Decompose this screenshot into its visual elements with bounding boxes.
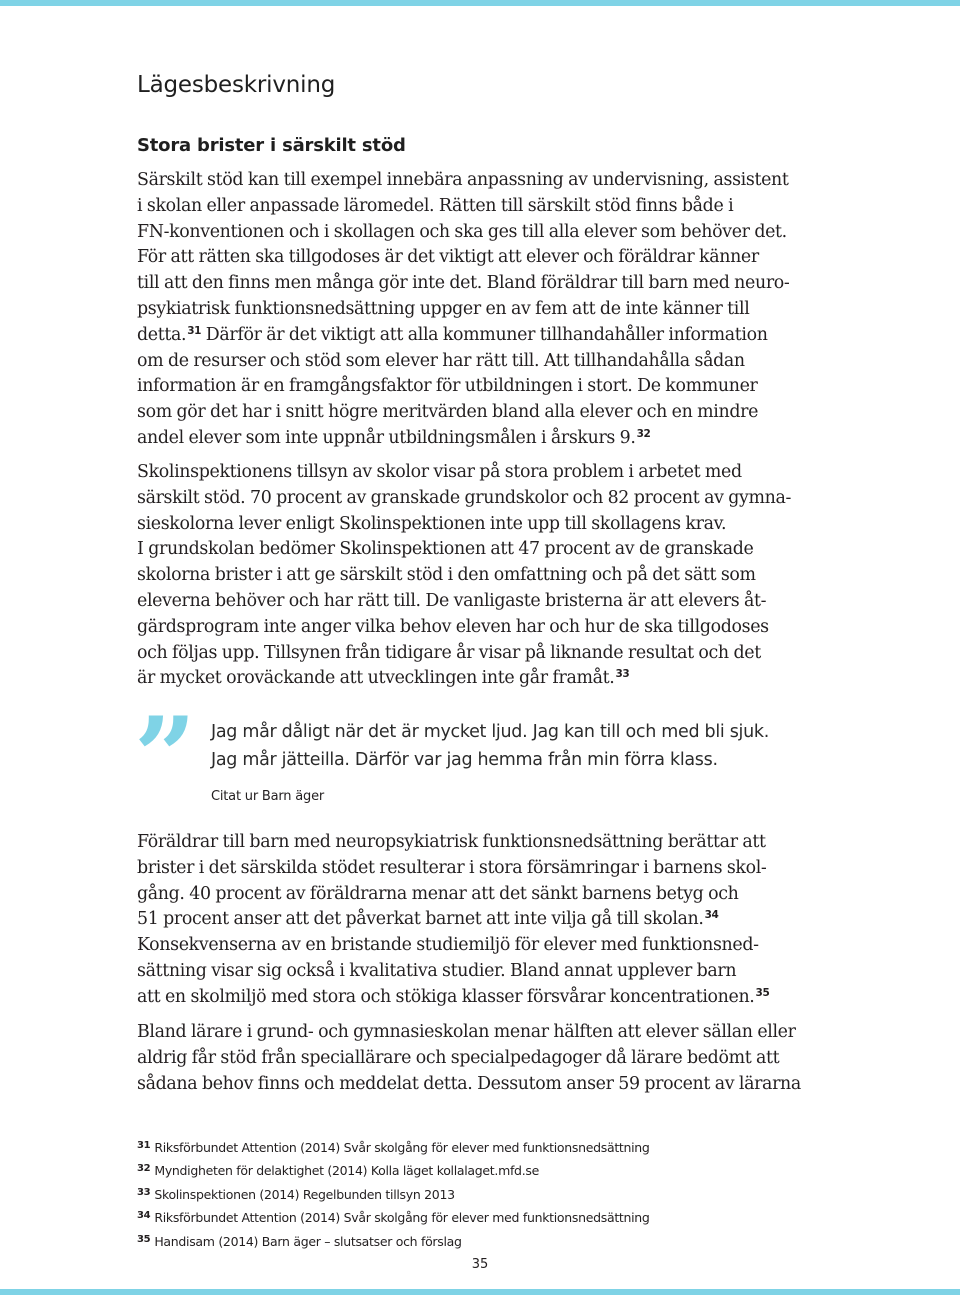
paragraph-line: För att rätten ska tillgodoses är det viktigt att elever och föräldrar känner xyxy=(137,247,759,268)
paragraph-line: psykiatrisk funktionsnedsättning uppger en av fem att de inte känner till xyxy=(137,298,750,319)
paragraph-special-support xyxy=(137,168,827,452)
footnote-text: Skolinspektionen (2014) Regelbunden tillsyn 2013 xyxy=(154,1186,455,1202)
paragraph-line xyxy=(137,907,827,933)
footnotes xyxy=(137,1135,827,1252)
footnote-ref-33[interactable]: 33 xyxy=(615,668,630,681)
paragraph-line xyxy=(137,323,827,349)
footnote-number: 32 xyxy=(137,1163,151,1175)
footnote-ref-34[interactable]: 34 xyxy=(704,909,719,922)
paragraph-text: Därför är det viktigt att alla kommuner tillhandahåller information xyxy=(201,324,768,345)
paragraph-text: andel elever som inte uppnår utbildningsmålen i årskurs 9. xyxy=(137,427,636,448)
page-number: 35 xyxy=(471,1257,489,1272)
paragraph-line: och följas upp. Tillsynen från tidigare år visar på liknande resultat och det xyxy=(137,642,761,663)
paragraph-parents xyxy=(137,830,827,1011)
footnote-ref-32[interactable]: 32 xyxy=(636,427,651,440)
paragraph-line: sättning visar sig också i kvalitativa studier. Bland annat upplever barn xyxy=(137,960,737,981)
paragraph-line: som gör det har i snitt högre meritvärden bland alla elever och en mindre xyxy=(137,402,759,423)
paragraph-teachers xyxy=(137,1020,827,1097)
paragraph-line: om de resurser och stöd som elever har rätt till. Att tillhandahålla sådan xyxy=(137,350,745,371)
footnote-ref-35[interactable]: 35 xyxy=(755,986,770,999)
footnote-item xyxy=(137,1158,827,1181)
footnote-item xyxy=(137,1229,827,1252)
paragraph-line: Föräldrar till barn med neuropsykiatrisk funktionsnedsättning berättar att xyxy=(137,832,766,852)
footnote-number: 33 xyxy=(137,1186,151,1198)
paragraph-line: information är en framgångsfaktor för utbildningen i stort. De kommuner xyxy=(137,376,758,397)
footnote-number: 34 xyxy=(137,1210,151,1222)
footnote-number: 31 xyxy=(137,1140,151,1151)
paragraph-line: sieskolorna lever enligt Skolinspektionen inte upp till skollagens krav. xyxy=(137,513,727,534)
footnote-item xyxy=(137,1205,827,1228)
paragraph-line: särskilt stöd. 70 procent av granskade grundskolor och 82 procent av gymna- xyxy=(137,487,792,508)
paragraph-line: aldrig får stöd från speciallärare och specialpedagoger då lärare bedömt att xyxy=(137,1047,780,1068)
paragraph-line: i skolan eller anpassade läromedel. Rätten till särskilt stöd finns både i xyxy=(137,195,734,216)
paragraph-text: att en skolmiljö med stora och stökiga klasser försvårar koncentrationen. xyxy=(137,986,755,1007)
footnote-item xyxy=(137,1135,827,1158)
paragraph-text: är mycket oroväckande att utvecklingen inte går framåt. xyxy=(137,668,615,689)
paragraph-line: brister i det särskilda stödet resulterar i stora försämringar i barnens skol- xyxy=(137,857,767,878)
quote-line: Jag mår jätteilla. Därför var jag hemma från min förra klass. xyxy=(211,749,718,770)
paragraph-line: FN-konventionen och i skollagen och ska ges till alla elever som behöver det. xyxy=(137,221,787,242)
pull-quote xyxy=(211,719,831,774)
footnote-text: Riksförbundet Attention (2014) Svår skolgång för elever med funktionsnedsättning xyxy=(154,1210,650,1226)
paragraph-line: I grundskolan bedömer Skolinspektionen att 47 procent av de granskade xyxy=(137,539,754,560)
paragraph-line: Särskilt stöd kan till exempel innebära anpassning av undervisning, assistent xyxy=(137,170,789,190)
quote-source: Citat ur Barn äger xyxy=(211,789,325,804)
section-heading: Stora brister i särskilt stöd xyxy=(137,135,406,156)
footnote-text: Myndigheten för delaktighet (2014) Kolla läget kollalaget.mfd.se xyxy=(154,1163,539,1179)
paragraph-line xyxy=(137,985,827,1011)
footnote-text: Riksförbundet Attention (2014) Svår skolgång för elever med funktionsnedsättning xyxy=(154,1140,650,1155)
paragraph-line: Skolinspektionens tillsyn av skolor visar på stora problem i arbetet med xyxy=(137,462,742,482)
quote-mark-icon: ” xyxy=(134,694,183,820)
page-title: Lägesbeskrivning xyxy=(137,72,336,98)
paragraph-line: Bland lärare i grund- och gymnasieskolan menar hälften att elever sällan eller xyxy=(137,1022,796,1042)
bottom-accent-bar xyxy=(0,1289,960,1295)
paragraph-line: eleverna behöver och har rätt till. De vanligaste bristerna är att elevers åt- xyxy=(137,590,767,611)
paragraph-text: detta. xyxy=(137,324,187,345)
paragraph-line: sådana behov finns och meddelat detta. Dessutom anser 59 procent av lärarna xyxy=(137,1073,801,1094)
footnote-ref-31[interactable]: 31 xyxy=(187,324,202,337)
paragraph-line: gärdsprogram inte anger vilka behov eleven har och hur de ska tillgodoses xyxy=(137,616,769,637)
paragraph-inspection xyxy=(137,460,827,692)
quote-line: Jag mår dåligt när det är mycket ljud. Jag kan till och med bli sjuk. xyxy=(211,722,770,742)
paragraph-text: 51 procent anser att det påverkat barnet att inte vilja gå till skolan. xyxy=(137,909,704,930)
footnote-number: 35 xyxy=(137,1233,151,1245)
top-accent-bar xyxy=(0,0,960,6)
footnote-item xyxy=(137,1182,827,1205)
paragraph-line: skolorna brister i att ge särskilt stöd i den omfattning och på det sätt som xyxy=(137,565,756,586)
paragraph-line: gång. 40 procent av föräldrarna menar att det sänkt barnens betyg och xyxy=(137,883,739,904)
paragraph-line: Konsekvenserna av en bristande studiemiljö för elever med funktionsned- xyxy=(137,935,759,956)
paragraph-line xyxy=(137,426,827,452)
paragraph-line: till att den finns men många gör inte det. Bland föräldrar till barn med neuro- xyxy=(137,273,790,294)
footnote-text: Handisam (2014) Barn äger – slutsatser och förslag xyxy=(154,1233,462,1249)
paragraph-line xyxy=(137,666,827,692)
